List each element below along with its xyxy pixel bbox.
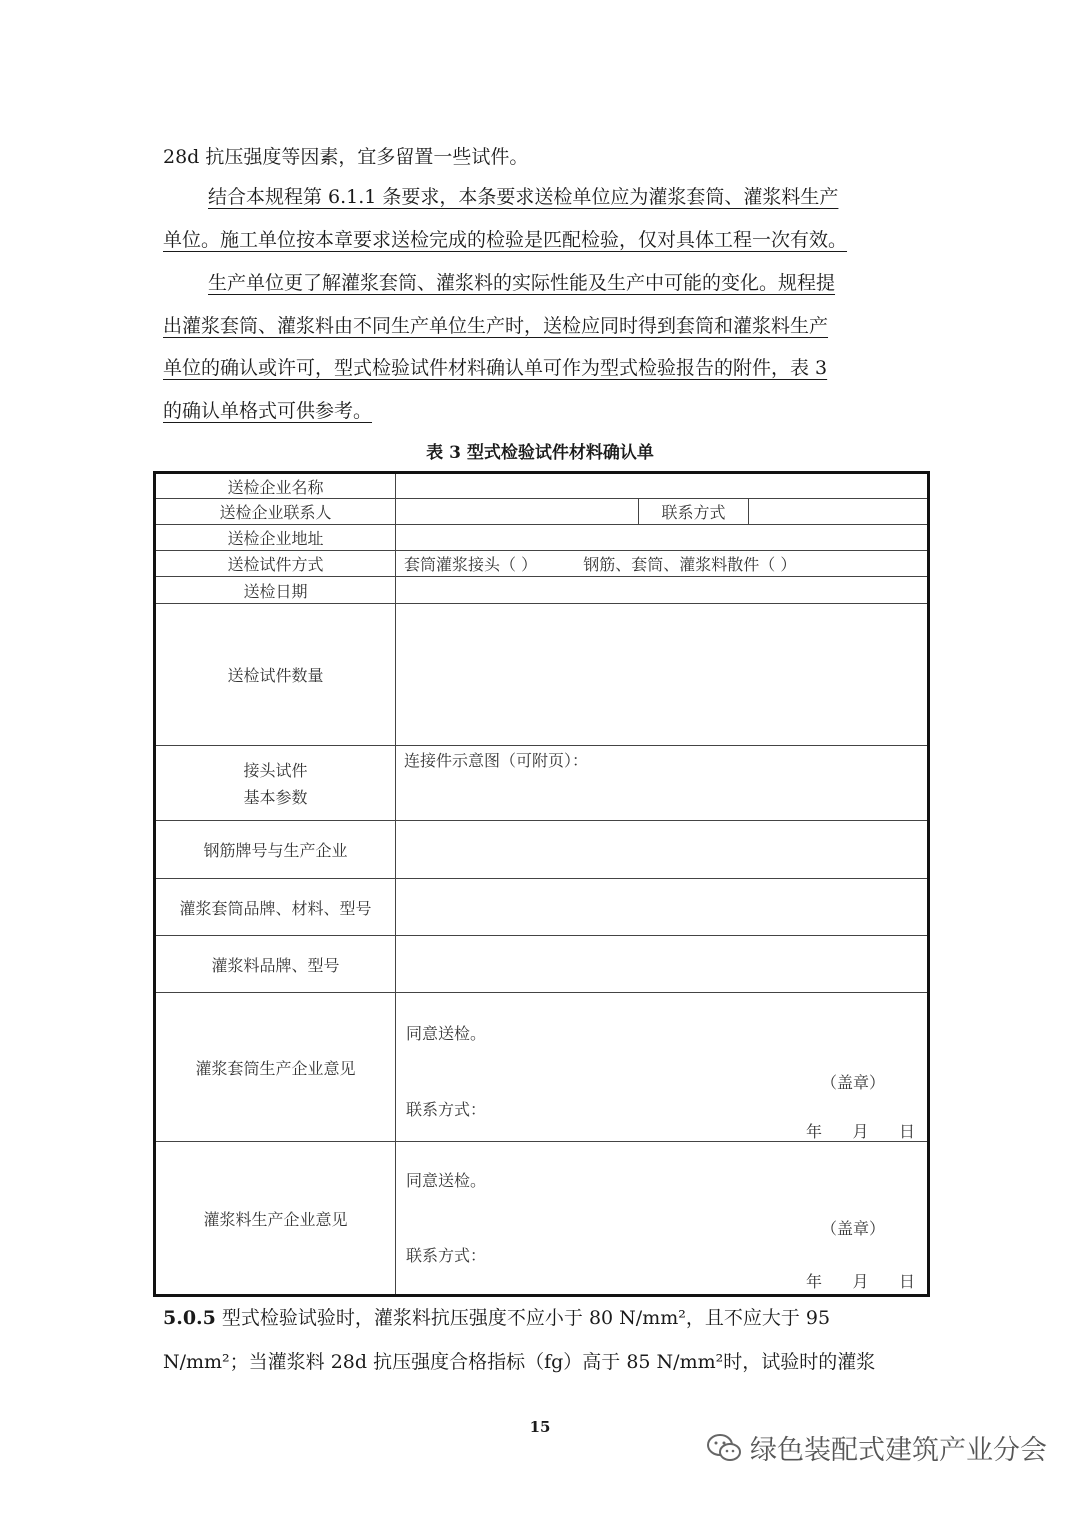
address-field[interactable] <box>396 525 929 551</box>
stamp-text: （盖章） <box>821 1073 886 1092</box>
clause-number: 5.0.5 <box>163 1307 216 1329</box>
specimen-option-loose-parts[interactable]: 钢筋、套筒、灌浆料散件（ ） <box>583 555 797 574</box>
grout-opinion-field[interactable] <box>396 1142 929 1296</box>
grout-field[interactable] <box>396 936 929 993</box>
paragraph-line: 单位。施工单位按本章要求送检完成的检验是匹配检验，仅对具体工程一次有效。 <box>163 229 848 251</box>
contact-text: 联系方式： <box>406 1246 487 1265</box>
contact-text: 联系方式： <box>406 1100 487 1119</box>
contact-person-field[interactable] <box>396 499 639 525</box>
joint-params-label-line2: 基本参数 <box>243 788 308 807</box>
specimen-option-joint[interactable]: 套筒灌浆接头（ ） <box>404 555 538 574</box>
grout-opinion-label: 灌浆料生产企业意见 <box>155 1142 396 1296</box>
paragraph-line: 28d 抗压强度等因素，宜多留置一些试件。 <box>163 146 529 168</box>
rebar-label: 钢筋牌号与生产企业 <box>155 821 396 879</box>
rebar-field[interactable] <box>396 821 929 879</box>
table-caption: 表 3 型式检验试件材料确认单 <box>426 443 654 463</box>
joint-diagram-field[interactable] <box>396 746 929 821</box>
stamp-text: （盖章） <box>821 1219 886 1238</box>
sleeve-field[interactable] <box>396 879 929 936</box>
clause-line: N/mm²；当灌浆料 28d 抗压强度合格指标（fg）高于 85 N/mm²时，试验时的灌浆 <box>163 1351 876 1373</box>
quantity-field[interactable] <box>396 604 929 746</box>
sleeve-opinion-field[interactable] <box>396 993 929 1142</box>
specimen-method-field <box>396 551 929 577</box>
contact-method-label: 联系方式 <box>639 499 749 525</box>
joint-diagram-note: 连接件示意图（可附页）： <box>404 751 589 770</box>
wechat-icon <box>706 1433 742 1463</box>
paragraph-line: 结合本规程第 6.1.1 条要求，本条要求送检单位应为灌浆套筒、灌浆料生产 <box>208 186 839 208</box>
joint-params-label-line1: 接头试件 <box>243 761 308 780</box>
clause-line: 型式检验试验时，灌浆料抗压强度不应小于 80 N/mm²，且不应大于 95 <box>215 1307 831 1329</box>
date-label: 送检日期 <box>155 577 396 604</box>
contact-person-label: 送检企业联系人 <box>155 499 396 525</box>
paragraph-line: 单位的确认或许可，型式检验试件材料确认单可作为型式检验报告的附件，表 3 <box>163 357 828 379</box>
specimen-method-label: 送检试件方式 <box>155 551 396 577</box>
grout-label: 灌浆料品牌、型号 <box>155 936 396 993</box>
date-text: 年 月 日 <box>806 1272 916 1291</box>
quantity-label: 送检试件数量 <box>155 604 396 746</box>
watermark <box>706 1428 1047 1467</box>
contact-method-field[interactable] <box>749 499 929 525</box>
paragraph-line: 生产单位更了解灌浆套筒、灌浆料的实际性能及生产中可能的变化。规程提 <box>208 272 836 294</box>
agree-text: 同意送检。 <box>406 1171 487 1190</box>
paragraph-line: 出灌浆套筒、灌浆料由不同生产单位生产时，送检应同时得到套筒和灌浆料生产 <box>163 315 829 337</box>
joint-params-label <box>155 746 396 821</box>
confirmation-form-table <box>153 471 930 1297</box>
watermark-text: 绿色装配式建筑产业分会 <box>750 1435 1047 1466</box>
date-field[interactable] <box>396 577 929 604</box>
agree-text: 同意送检。 <box>406 1024 487 1043</box>
paragraph-line: 的确认单格式可供参考。 <box>163 400 373 422</box>
address-label: 送检企业地址 <box>155 525 396 551</box>
company-name-label: 送检企业名称 <box>155 473 396 499</box>
sleeve-label: 灌浆套筒品牌、材料、型号 <box>155 879 396 936</box>
company-name-field[interactable] <box>396 473 929 499</box>
sleeve-opinion-label: 灌浆套筒生产企业意见 <box>155 993 396 1142</box>
page-number: 15 <box>529 1418 551 1436</box>
date-text: 年 月 日 <box>806 1122 916 1141</box>
